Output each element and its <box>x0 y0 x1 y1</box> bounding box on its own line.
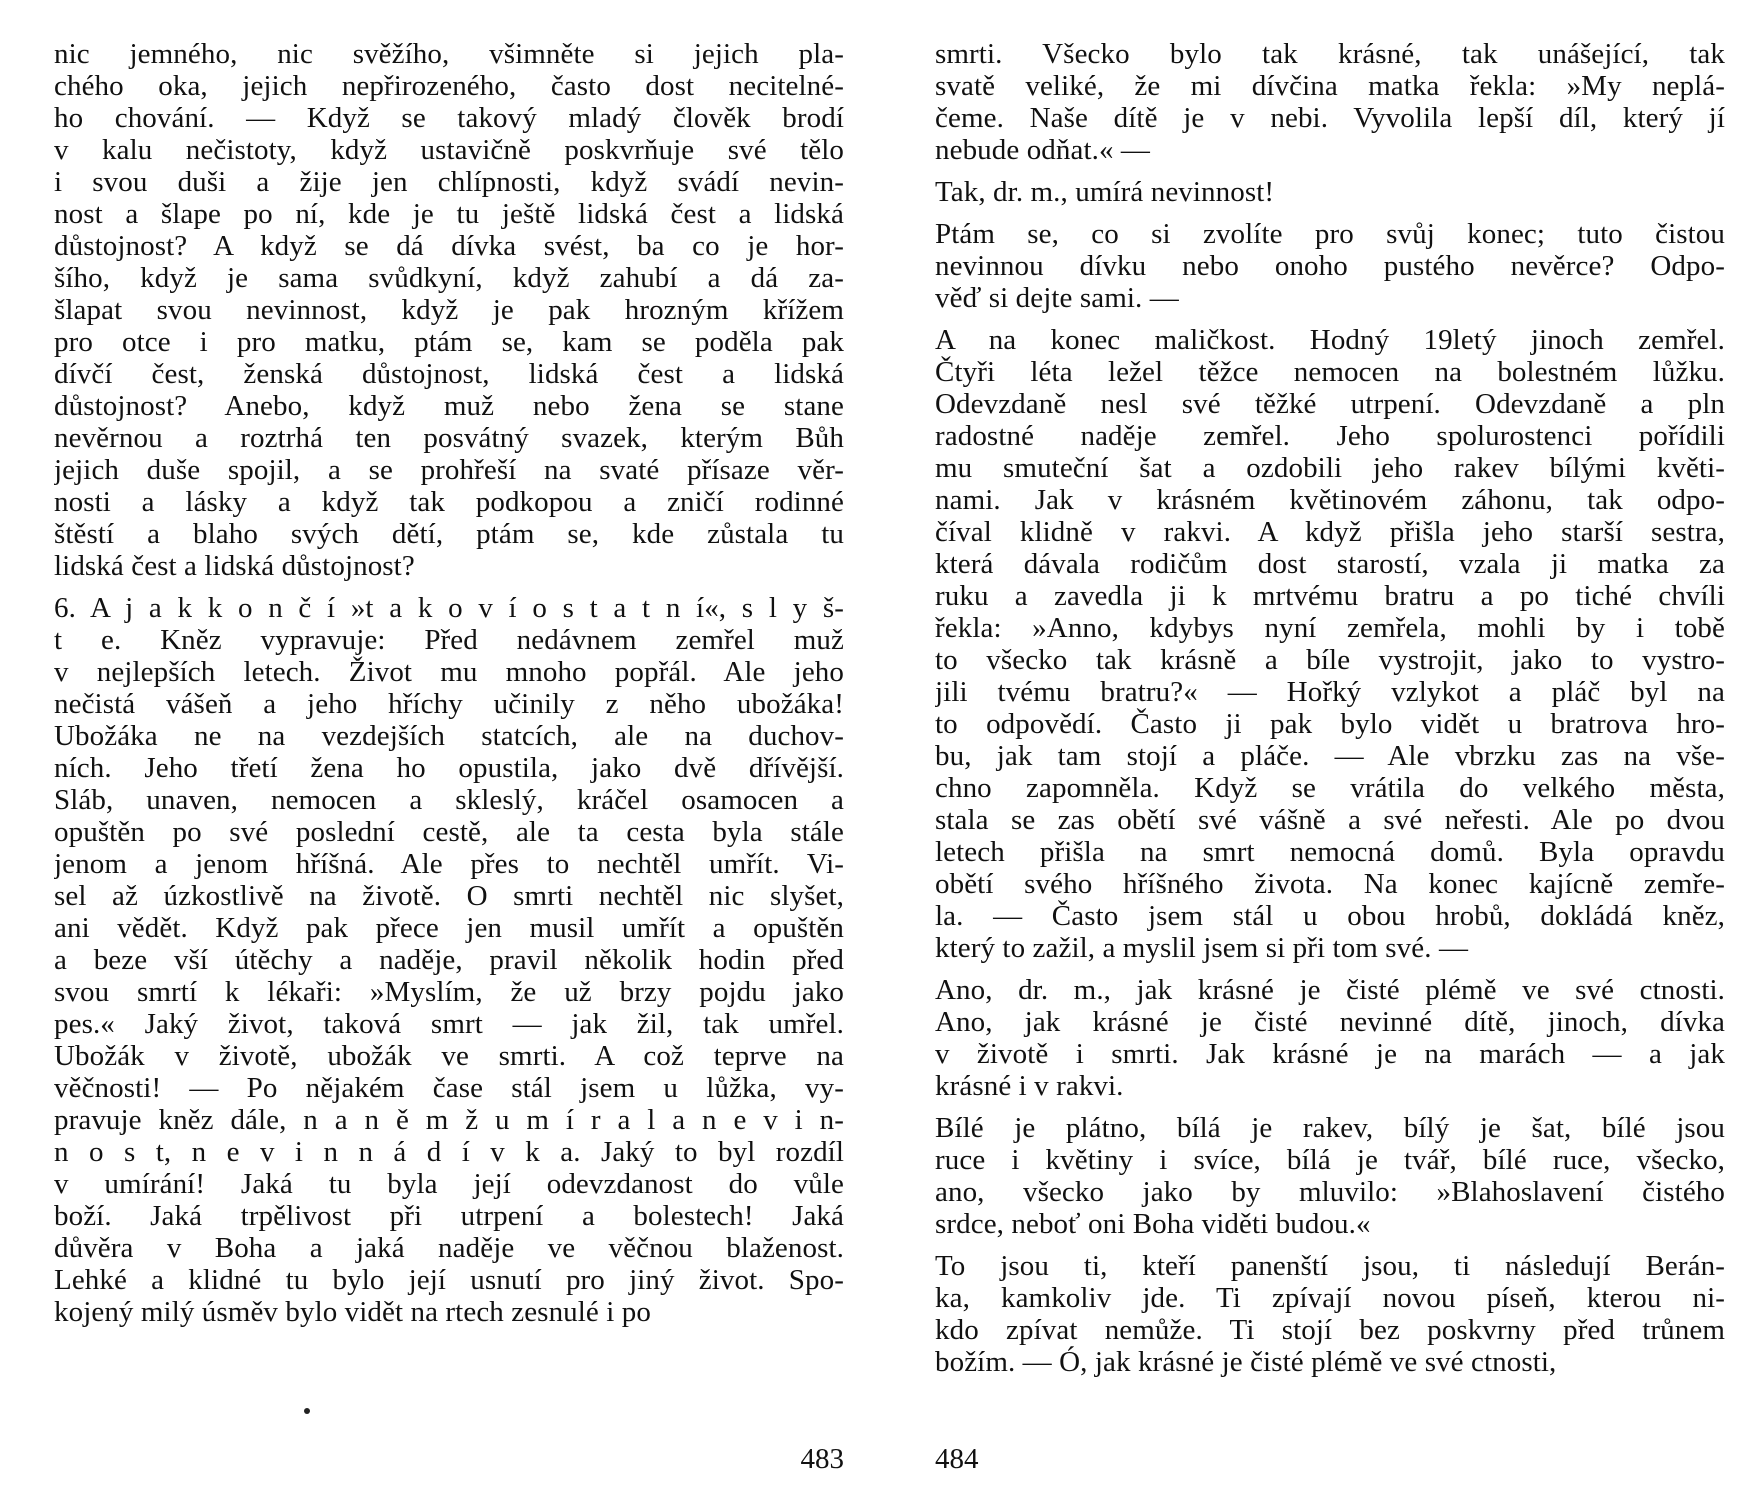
text-line: A na konec maličkost. Hodný 19letý jinoch zemřel. <box>935 324 1725 356</box>
text-line: svatě veliké, že mi dívčina matka řekla: »My neplá- <box>935 70 1725 102</box>
text-line: smrti. Všecko bylo tak krásné, tak unášející, tak <box>935 38 1725 70</box>
text-line: obětí svého hříšného života. Na konec kajícně zemře- <box>935 868 1725 900</box>
text-line: v životě i smrti. Jak krásné je na marách — a jak <box>935 1038 1725 1070</box>
text-line: krásné i v rakvi. <box>935 1070 1124 1102</box>
text-line: pro otce i pro matku, ptám se, kam se poděla pak <box>54 326 844 358</box>
text-line: nevěrnou a roztrhá ten posvátný svazek, kterým Bůh <box>54 422 844 454</box>
text-line: ruce i květiny i svíce, bílá je tvář, bílé ruce, všecko, <box>935 1144 1725 1176</box>
text-line: nost a šlape po ní, kde je tu ještě lidská čest a lidská <box>54 198 844 230</box>
text-line: jili tvému bratru?« — Hořký vzlykot a pláč byl na <box>935 676 1725 708</box>
text-line: lidská čest a lidská důstojnost? <box>54 550 415 582</box>
text-line: ano, všecko jako by mluvilo: »Blahoslavení čistého <box>935 1176 1725 1208</box>
text-line: božím. — Ó, jak krásné je čisté plémě ve své ctnosti, <box>935 1346 1557 1378</box>
text-line: svou smrtí k lékaři: »Myslím, že už brzy pojdu jako <box>54 976 844 1008</box>
text-line: Ano, jak krásné je čisté nevinné dítě, jinoch, dívka <box>935 1006 1725 1038</box>
text-line: la. — Často jsem stál u obou hrobů, dokládá kněz, <box>935 900 1725 932</box>
text-line: pes.« Jaký život, taková smrt — jak žil, tak umřel. <box>54 1008 844 1040</box>
paragraph <box>54 592 844 1328</box>
text-line: štěstí a blaho svých dětí, ptám se, kde zůstala tu <box>54 518 844 550</box>
text-line: Bílé je plátno, bílá je rakev, bílý je šat, bílé jsou <box>935 1112 1725 1144</box>
text-line: a beze vší útěchy a naděje, pravil několik hodin před <box>54 944 844 976</box>
text-line: to odpovědí. Často ji pak bylo vidět u bratrova hro- <box>935 708 1725 740</box>
text-line: nečistá vášeň a jeho hříchy učinily z něho ubožáka! <box>54 688 844 720</box>
text-line: n o s t, n e v i n n á d í v k a. Jaký to byl rozdíl <box>54 1136 844 1168</box>
text-line: srdce, neboť oni Boha viděti budou.« <box>935 1208 1371 1240</box>
text-line: Ano, dr. m., jak krásné je čisté plémě ve své ctnosti. <box>935 974 1725 1006</box>
text-line: stala se zas obětí své vášně a své neřesti. Ale po dvou <box>935 804 1725 836</box>
text-line: nebude odňat.« — <box>935 134 1151 166</box>
text-line: letech přišla na smrt nemocná domů. Byla opravdu <box>935 836 1725 868</box>
right-page-body <box>935 38 1725 1378</box>
text-line: věčnosti! — Po nějakém čase stál jsem u lůžka, vy- <box>54 1072 844 1104</box>
text-line: to všecko tak krásně a bíle vystrojit, jako to vystro- <box>935 644 1725 676</box>
text-line: radostné naděje zemřel. Jeho spolurostenci pořídili <box>935 420 1725 452</box>
text-line: kojený milý úsměv bylo vidět na rtech zesnulé i po <box>54 1296 651 1328</box>
text-line: sel až úzkostlivě na životě. O smrti nechtěl nic slyšet, <box>54 880 844 912</box>
text-line: důstojnost? A když se dá dívka svést, ba co je hor- <box>54 230 844 262</box>
paragraph <box>935 218 1725 314</box>
text-line: t e. Kněz vypravuje: Před nedávnem zemřel muž <box>54 624 844 656</box>
text-line: důvěra v Boha a jaká naděje ve věčnou blaženost. <box>54 1232 844 1264</box>
paragraph <box>935 176 1725 208</box>
page-number-right: 484 <box>935 1443 979 1475</box>
left-page <box>54 38 844 1475</box>
text-line: ka, kamkoliv jde. Ti zpívají novou píseň, kterou ni- <box>935 1282 1725 1314</box>
text-line: důstojnost? Anebo, když muž nebo žena se stane <box>54 390 844 422</box>
paragraph <box>935 974 1725 1102</box>
paragraph <box>54 38 844 582</box>
text-line: chého oka, jejich nepřirozeného, často dost necitelné- <box>54 70 844 102</box>
right-page <box>935 38 1725 1475</box>
text-line: jejich duše spojil, a se prohřeší na svaté přísaze věr- <box>54 454 844 486</box>
text-line: číval klidně v rakvi. A když přišla jeho starší sestra, <box>935 516 1725 548</box>
text-line: Sláb, unaven, nemocen a skleslý, kráčel osamocen a <box>54 784 844 816</box>
text-line: ho chování. — Když se takový mladý člověk brodí <box>54 102 844 134</box>
text-line: šího, když je sama svůdkyní, když zahubí a dá za- <box>54 262 844 294</box>
page-number-left: 483 <box>800 1443 844 1475</box>
text-line: chno zapomněla. Když se vrátila do velkého města, <box>935 772 1725 804</box>
text-line: která dávala rodičům dost starostí, vzala ji matka za <box>935 548 1725 580</box>
text-line: čeme. Naše dítě je v nebi. Vyvolila lepší díl, který jí <box>935 102 1725 134</box>
text-line: nevinnou dívku nebo onoho pustého nevěrce? Odpo- <box>935 250 1725 282</box>
text-line: Ubožák v životě, ubožák ve smrti. A což teprve na <box>54 1040 844 1072</box>
text-line: v kalu nečistoty, když ustavičně poskvrňuje své tělo <box>54 134 844 166</box>
text-line: dívčí čest, ženská důstojnost, lidská čest a lidská <box>54 358 844 390</box>
paragraph <box>935 38 1725 166</box>
text-line: Odevzdaně nesl své těžké utrpení. Odevzdaně a pln <box>935 388 1725 420</box>
text-line: nosti a lásky a když tak podkopou a zničí rodinné <box>54 486 844 518</box>
paragraph <box>935 1112 1725 1240</box>
text-line: nami. Jak v krásném květinovém záhonu, tak odpo- <box>935 484 1725 516</box>
text-line: nic jemného, nic svěžího, všimněte si jejich pla- <box>54 38 844 70</box>
text-line: mu smuteční šat a ozdobili jeho rakev bílými květi- <box>935 452 1725 484</box>
text-line: šlapat svou nevinnost, když je pak hrozným křížem <box>54 294 844 326</box>
paragraph <box>935 1250 1725 1378</box>
text-line: ruku a zavedla ji k mrtvému bratru a po tiché chvíli <box>935 580 1725 612</box>
text-line: bu, jak tam stojí a pláče. — Ale vbrzku zas na vše- <box>935 740 1725 772</box>
text-line: Lehké a klidné tu bylo její usnutí pro jiný život. Spo- <box>54 1264 844 1296</box>
text-line: Čtyři léta ležel těžce nemocen na bolestném lůžku. <box>935 356 1725 388</box>
text-line: Tak, dr. m., umírá nevinnost! <box>935 176 1275 208</box>
text-line: ních. Jeho třetí žena ho opustila, jako dvě dřívější. <box>54 752 844 784</box>
text-line: Ptám se, co si zvolíte pro svůj konec; tuto čistou <box>935 218 1725 250</box>
text-line: v nejlepších letech. Život mu mnoho popřál. Ale jeho <box>54 656 844 688</box>
text-line: řekla: »Anno, kdybys nyní zemřela, mohli by i tobě <box>935 612 1725 644</box>
text-line: který to zažil, a myslil jsem si při tom své. — <box>935 932 1469 964</box>
paragraph <box>935 324 1725 964</box>
text-line: kdo zpívat nemůže. Ti stojí bez poskvrny před trůnem <box>935 1314 1725 1346</box>
text-line: Ubožáka ne na vezdejších statcích, ale na duchov- <box>54 720 844 752</box>
text-line: boží. Jaká trpělivost při utrpení a bolestech! Jaká <box>54 1200 844 1232</box>
text-line: opuštěn po své poslední cestě, ale ta cesta byla stále <box>54 816 844 848</box>
text-line: 6. A j a k k o n č í »t a k o v í o s t a t n í«, s l y š- <box>54 592 844 624</box>
text-line: i svou duši a žije jen chlípnosti, když svádí nevin- <box>54 166 844 198</box>
ink-dot <box>304 1408 310 1414</box>
text-line: v umírání! Jaká tu byla její odevzdanost do vůle <box>54 1168 844 1200</box>
text-line: věď si dejte sami. — <box>935 282 1179 314</box>
text-line: pravuje kněz dále, n a n ě m ž u m í r a l a n e v i n- <box>54 1104 844 1136</box>
text-line: ani vědět. Když pak přece jen musil umřít a opuštěn <box>54 912 844 944</box>
text-line: jenom a jenom hříšná. Ale přes to nechtěl umřít. Vi- <box>54 848 844 880</box>
text-line: To jsou ti, kteří panenští jsou, ti následují Berán- <box>935 1250 1725 1282</box>
left-page-body <box>54 38 844 1378</box>
